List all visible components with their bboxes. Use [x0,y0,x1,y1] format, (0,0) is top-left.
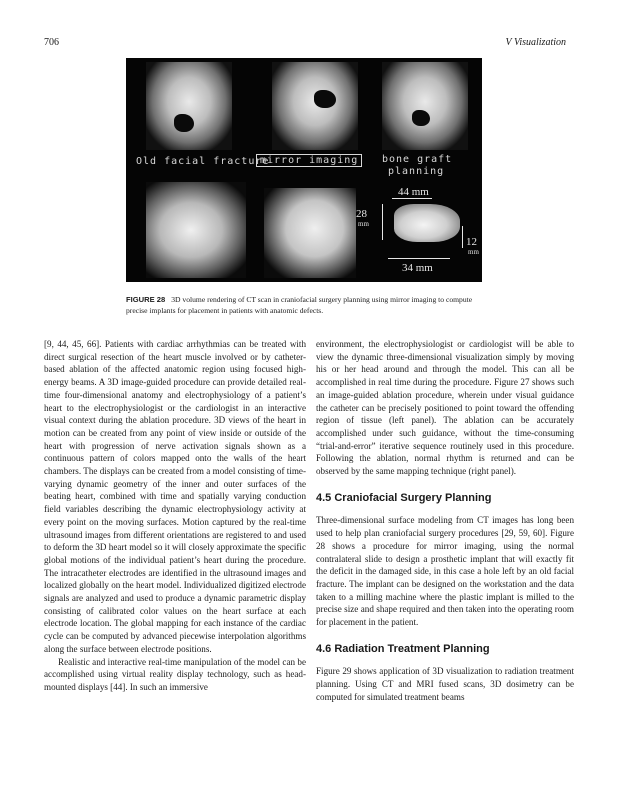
graft-site [412,110,430,126]
caption-text: 3D volume rendering of CT scan in craniofacial surgery planning using mirror imaging to compute precise implants for placement in patients with anatomic defects. [126,295,473,315]
measure-34mm: 34 mm [402,262,433,274]
left-paragraph-2: Realistic and interactive real-time manipulation of the model can be accomplished using virtual reality display technology, such as head-mounted displays [44]. In such an immersive [44,656,306,692]
measure-44mm: 44 mm [398,186,429,198]
caption-label: FIGURE 28 [126,295,166,304]
section-heading-4-5: 4.5 Craniofacial Surgery Planning [316,491,492,504]
right-paragraph-3: Figure 29 shows application of 3D visualization to radiation treatment planning. Using CT and MRI fused scans, 3D dosimetry can be computed for simulated treatment beams [316,666,574,702]
dimension-line-left [382,204,383,240]
skull-mirror-panel [272,62,358,150]
mirror-defect [314,90,336,108]
implant-shape [394,204,460,242]
page-number: 706 [44,37,59,48]
label-old-fracture: Old facial fracture [136,156,270,167]
measure-12: 12 [466,236,477,248]
right-paragraph-2: Three-dimensional surface modeling from CT images has long been used to help plan craniofacial surgery procedures [29, 59, 60]. Figure 28 shows a procedure for mirror imaging, using the normal contralateral slide to design a prosthetic implant that will exactly fit the deficit in the damaged side, in this case a hole left by an old facial fracture. The implant can be designed on the workstation and the data taken to a milling machine where the plastic implant is milled to the precise size and shape required and then taken into the operating room for placement in the patient. [316,515,574,628]
label-planning: planning [388,166,445,177]
figure-28-image [126,58,482,282]
section-heading-4-6: 4.6 Radiation Treatment Planning [316,642,490,655]
running-title: V Visualization [505,37,566,48]
skull-implant-front-panel [146,182,246,278]
measure-28: 28 [356,208,367,220]
skull-fracture-panel [146,62,232,150]
skull-bone-graft-panel [382,62,468,150]
dimension-line-bottom [388,258,450,259]
label-bone-graft: bone graft [382,154,453,165]
right-column [316,338,574,704]
dimension-line-top [392,198,432,199]
skull-implant-side-panel [264,188,356,278]
measure-28-unit: mm [358,220,369,228]
dimension-line-right [462,226,463,248]
left-paragraph-1: [9, 44, 45, 66]. Patients with cardiac arrhythmias can be treated with direct surgical resection of the heart muscle involved or by catheter-based ablation of the affected anatomic region using focused high-energy beams. A 3D image-guided procedure can provide detailed real-time four-dimensional anatomy and electrophysiology of a patient’s heart to the electrophysiologist or the cardiologist in an interactive visual context during the ablation procedure. 3D views of the heart in motion can be created from any point of view inside or outside of the heart with progression of nerve activation signals shown as a continuous pattern of colors mapped onto the walls of the heart chambers. The displays can be created from a model consisting of time-varying dynamic geometry of the inner and outer surfaces of the beating heart, combined with time and spatially varying conduction field variables describing the dynamic electrophysiology activity at every point on the moving surfaces. Motion captured by the real-time ultrasound images from different orientations are registered to and used to deform the 3D heart model so it will closely approximate the specific global motions of the individual patient’s heart during the procedure. The intracatheter electrodes are identified in the ultrasound images and localized globally on the heart model. Individualized digitized electrode signals are analyzed and used to produce a dynamic parametric display consisting of calibrated color values on the heart surface at each electrode location. The global mapping for each instance of the cardiac cycle can be computed by advanced piecewise interpolation algorithms along the surface between electrode positions. [44,339,306,654]
fracture-hole [174,114,194,132]
left-column [44,338,306,694]
label-mirror-imaging: mirror imaging [256,154,362,167]
right-paragraph-1: environment, the electrophysiologist or cardiologist will be able to view the dynamic three-dimensional visualization simply by moving his or her head around and through the model. This can all be accomplished in real time during the procedure. Figure 27 shows such an image-guided ablation procedure, wherein under visual guidance the catheter can be precisely positioned to point toward the offending region of tissue (left panel). The ablation can be accurately accomplished under such guidance, without the time-consuming “trial-and-error” iterative sequence routinely used in this procedure. Following the ablation, normal rhythm is returned and can be observed by the same mapping technique (right panel). [316,339,574,477]
measure-12-unit: mm [468,248,479,256]
figure-caption [126,294,488,316]
